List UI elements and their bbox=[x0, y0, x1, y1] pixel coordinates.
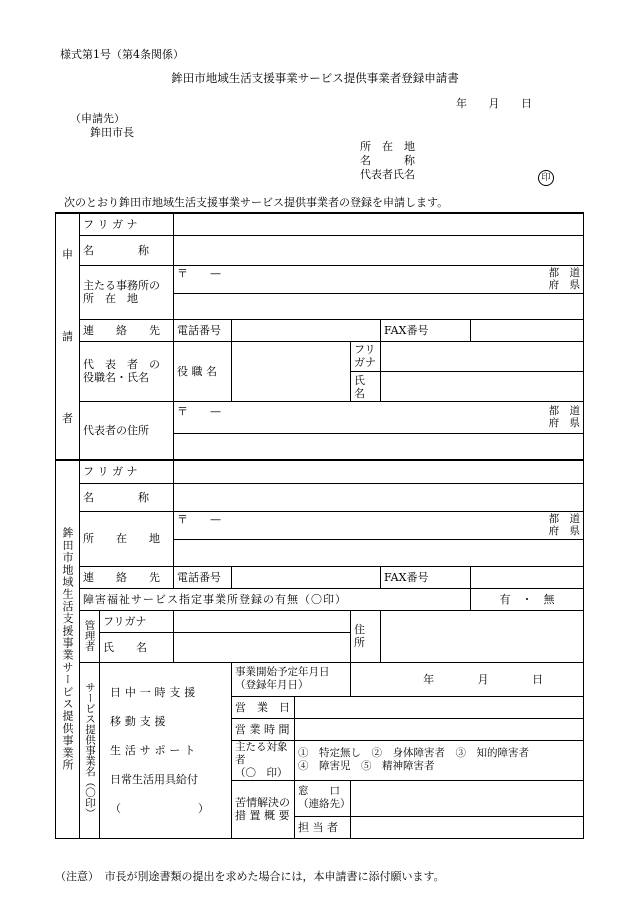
provider-name-label: 名 称 bbox=[80, 483, 174, 511]
representative-name-label: 代表者氏名 bbox=[360, 168, 415, 181]
footer-note: （注意） 市長が別途書類の提出を求めた場合には，本申請書に添付願います。 bbox=[55, 870, 445, 883]
provider-address-label: 所 在 地 bbox=[80, 511, 174, 566]
representative-name-field[interactable] bbox=[381, 372, 584, 402]
business-days-field[interactable] bbox=[295, 696, 584, 718]
service-option-mobility[interactable]: 移動支援 bbox=[110, 714, 170, 728]
provider-tel-label: 電話番号 bbox=[174, 566, 232, 588]
applicant-tel-field[interactable] bbox=[232, 319, 381, 341]
recipient-name: 鉾田市長 bbox=[90, 126, 134, 139]
applicant-furigana-label: フ リ ガ ナ bbox=[80, 213, 174, 235]
representative-furigana-field[interactable] bbox=[381, 341, 584, 371]
representative-title-field[interactable] bbox=[232, 341, 351, 401]
date-year: 年 bbox=[456, 97, 467, 110]
representative-postal-mark: 〒 — bbox=[177, 405, 221, 419]
service-name-label: サービス提供事業名（〇印） bbox=[80, 662, 100, 838]
manager-label: 管理者 bbox=[80, 610, 100, 662]
provider-furigana-label: フ リ ガ ナ bbox=[80, 460, 174, 483]
application-date bbox=[456, 95, 532, 111]
provider-section-label: 鉾田市地域生活支援事業サービス提供事業所 bbox=[56, 460, 80, 838]
provider-prefecture-label: 都 道 府 県 bbox=[548, 513, 581, 537]
applicant-name-row-label: 名 称 bbox=[80, 235, 174, 265]
applicant-tel-label: 電話番号 bbox=[174, 319, 232, 341]
provider-name-field[interactable] bbox=[174, 483, 584, 511]
manager-name-label: 氏 名 bbox=[100, 632, 174, 662]
target-label: 主たる対象者 （〇 印） bbox=[232, 740, 295, 780]
provider-fax-field[interactable] bbox=[471, 566, 584, 588]
provider-contact-label: 連 絡 先 bbox=[80, 566, 174, 588]
applicant-name-field[interactable] bbox=[174, 235, 584, 265]
applicant-office-label: 主たる事務所の 所 在 地 bbox=[80, 265, 174, 319]
date-month: 月 bbox=[488, 97, 500, 110]
service-option-life-support[interactable]: 生活サポート bbox=[110, 743, 200, 757]
provider-address-field[interactable] bbox=[174, 539, 584, 566]
document-title: 鉾田市地域生活支援事業サービス提供事業者登録申請書 bbox=[171, 71, 459, 85]
start-date-field[interactable]: 年 月 日 bbox=[351, 662, 584, 696]
provider-postal-mark: 〒 — bbox=[177, 513, 221, 526]
representative-name-label: 氏 名 bbox=[351, 372, 381, 402]
applicant-postal-mark: 〒 — bbox=[177, 267, 221, 281]
applicant-address-label: 所 在 地 bbox=[360, 140, 415, 153]
applicant-prefecture-label: 都 道 府 県 bbox=[548, 267, 581, 292]
service-option-other[interactable]: （ ） bbox=[110, 801, 209, 815]
manager-name-field[interactable] bbox=[174, 632, 351, 662]
provider-fax-label: FAX番号 bbox=[381, 566, 471, 588]
business-days-label: 営 業 日 bbox=[232, 696, 295, 718]
service-options bbox=[100, 662, 232, 838]
provider-tel-field[interactable] bbox=[232, 566, 381, 588]
provider-furigana-field[interactable] bbox=[174, 460, 584, 483]
disability-registration-label: 障害福祉サービス指定事業所登録の有無（〇印） bbox=[80, 588, 471, 610]
applicant-office-postal-field[interactable] bbox=[174, 265, 584, 293]
applicant-fax-field[interactable] bbox=[471, 319, 584, 341]
applicant-furigana-field[interactable] bbox=[174, 213, 584, 235]
representative-title-name-label: 代 表 者 の 役職名・氏名 bbox=[80, 341, 174, 401]
manager-address-field[interactable] bbox=[381, 610, 584, 662]
recipient-label: （申請先） bbox=[70, 112, 125, 125]
business-hours-label: 営 業 時 間 bbox=[232, 718, 295, 740]
representative-address-label: 代表者の住所 bbox=[80, 402, 174, 460]
disability-registration-choice[interactable]: 有 ・ 無 bbox=[471, 588, 584, 610]
business-hours-field[interactable] bbox=[295, 718, 584, 740]
applicant-signature-block bbox=[360, 140, 415, 182]
target-options[interactable]: ① 特定無し ② 身体障害者 ③ 知的障害者 ④ 障害児 ⑤ 精神障害者 bbox=[295, 740, 584, 780]
intro-text: 次のとおり鉾田市地域生活支援事業サービス提供事業者の登録を申請します。 bbox=[64, 196, 449, 209]
date-day: 日 bbox=[521, 97, 532, 110]
complaint-staff-field[interactable] bbox=[351, 816, 584, 838]
complaint-window-field[interactable] bbox=[351, 780, 584, 816]
applicant-fax-label: FAX番号 bbox=[381, 319, 471, 341]
manager-furigana-field[interactable] bbox=[174, 610, 351, 632]
manager-address-label: 住 所 bbox=[351, 610, 381, 662]
manager-furigana-label: フリガナ bbox=[100, 610, 174, 632]
complaint-label: 苦情解決の 措 置 概 要 bbox=[232, 780, 295, 838]
applicant-section-label: 申 請 者 bbox=[56, 213, 80, 460]
service-option-day[interactable]: 日中一時支援 bbox=[110, 685, 200, 699]
application-form-table bbox=[55, 212, 584, 839]
representative-prefecture-label: 都 道 府 県 bbox=[548, 405, 581, 430]
provider-postal-field[interactable] bbox=[174, 511, 584, 539]
representative-title-label: 役 職 名 bbox=[174, 341, 232, 401]
applicant-name-label: 名 称 bbox=[360, 154, 415, 167]
complaint-window-label: 窓 口 （連絡先） bbox=[295, 780, 351, 816]
seal-mark: 印 bbox=[538, 170, 554, 186]
start-date-label: 事業開始予定年月日 （登録年月日） bbox=[232, 662, 351, 696]
applicant-contact-label: 連 絡 先 bbox=[80, 319, 174, 341]
applicant-office-address-field[interactable] bbox=[174, 293, 584, 319]
representative-address-field[interactable] bbox=[174, 433, 584, 460]
complaint-staff-label: 担 当 者 bbox=[295, 816, 351, 838]
representative-postal-field[interactable] bbox=[174, 402, 584, 433]
form-number: 様式第1号（第4条関係） bbox=[60, 48, 184, 61]
representative-furigana-label: フリガナ bbox=[351, 341, 381, 371]
service-option-equipment[interactable]: 日常生活用具給付 bbox=[110, 772, 198, 786]
